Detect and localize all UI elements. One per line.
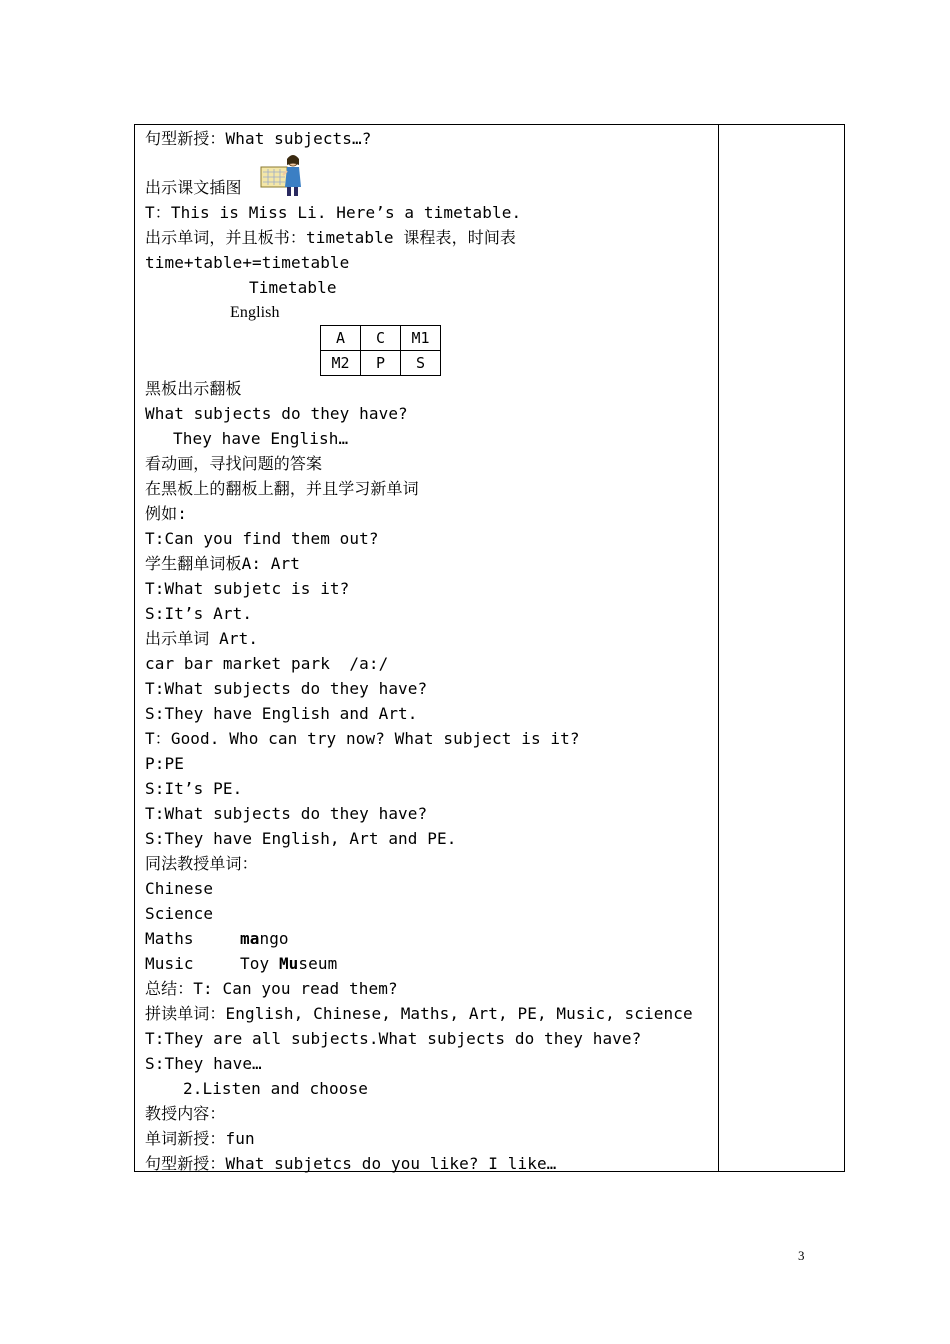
text-line: 句型新授：What subjetcs do you like? I like… bbox=[145, 1154, 557, 1173]
text-line: T：This is Miss Li. Here’s a timetable. bbox=[145, 203, 522, 222]
text-line: time+table+=timetable bbox=[145, 253, 350, 272]
text-line: What subjects do they have? bbox=[145, 404, 408, 423]
page-number: 3 bbox=[798, 1248, 805, 1263]
text-line: English bbox=[230, 304, 280, 321]
grid-cell: P bbox=[361, 351, 401, 376]
text-line: 句型新授：What subjects…? bbox=[145, 129, 372, 148]
grid-cell: M1 bbox=[401, 326, 441, 351]
text-line: 出示单词 Art. bbox=[145, 629, 259, 648]
text-line: T:They are all subjects.What subjects do they have? bbox=[145, 1029, 642, 1048]
text-line: 在黑板上的翻板上翻，并且学习新单词 bbox=[145, 479, 419, 498]
column-divider bbox=[718, 125, 719, 1171]
word-rest: seum bbox=[298, 954, 338, 973]
lesson-table bbox=[134, 124, 845, 1172]
text-line: Science bbox=[145, 904, 214, 923]
text-line: S:They have English, Art and PE. bbox=[145, 829, 457, 848]
grid-cell: A bbox=[321, 326, 361, 351]
text-line: 学生翻单词板A: Art bbox=[145, 554, 300, 573]
text-line: S:They have English and Art. bbox=[145, 704, 418, 723]
text-line: They have English… bbox=[173, 429, 349, 448]
text-line: T:What subjects do they have? bbox=[145, 679, 428, 698]
text-line: T:What subjetc is it? bbox=[145, 579, 350, 598]
text-line: 出示单词，并且板书：timetable 课程表，时间表 bbox=[145, 228, 517, 247]
text-line: 拼读单词：English, Chinese, Maths, Art, PE, Music, science bbox=[145, 1004, 693, 1023]
text-line: Timetable bbox=[249, 278, 337, 297]
grid-cell: S bbox=[401, 351, 441, 376]
grid-cell: C bbox=[361, 326, 401, 351]
text-line: 教授内容： bbox=[145, 1104, 226, 1123]
text-line: T：Good. Who can try now? What subject is it? bbox=[145, 729, 580, 748]
text-line: 出示课文插图 bbox=[145, 178, 242, 197]
word-prefix: Toy bbox=[240, 954, 279, 973]
text-line: Music bbox=[145, 954, 194, 973]
text-line: T:Can you find them out? bbox=[145, 529, 379, 548]
text-line: Chinese bbox=[145, 879, 214, 898]
word-rest: ngo bbox=[259, 929, 289, 948]
text-line: car bar market park /a:/ bbox=[145, 654, 389, 673]
text-line bbox=[240, 954, 337, 974]
bold-letters: ma bbox=[240, 929, 260, 948]
text-line: 2.Listen and choose bbox=[183, 1079, 368, 1098]
text-line: 黑板出示翻板 bbox=[145, 379, 242, 398]
text-line: 同法教授单词： bbox=[145, 854, 258, 873]
grid-cell: M2 bbox=[321, 351, 361, 376]
text-line: Maths bbox=[145, 929, 194, 948]
text-line: T:What subjects do they have? bbox=[145, 804, 428, 823]
text-line: 单词新授：fun bbox=[145, 1129, 255, 1148]
text-line: 例如: bbox=[145, 504, 187, 523]
text-line bbox=[240, 929, 289, 949]
text-line: P:PE bbox=[145, 754, 184, 773]
text-line: 总结：T: Can you read them? bbox=[145, 979, 398, 998]
text-line: S:It’s Art. bbox=[145, 604, 253, 623]
text-line: S:It’s PE. bbox=[145, 779, 243, 798]
bold-letters: Mu bbox=[278, 954, 299, 973]
teacher-with-timetable-icon bbox=[259, 153, 303, 197]
text-line: 看动画，寻找问题的答案 bbox=[145, 454, 323, 473]
subject-letter-grid bbox=[320, 325, 441, 376]
text-line: S:They have… bbox=[145, 1054, 262, 1073]
